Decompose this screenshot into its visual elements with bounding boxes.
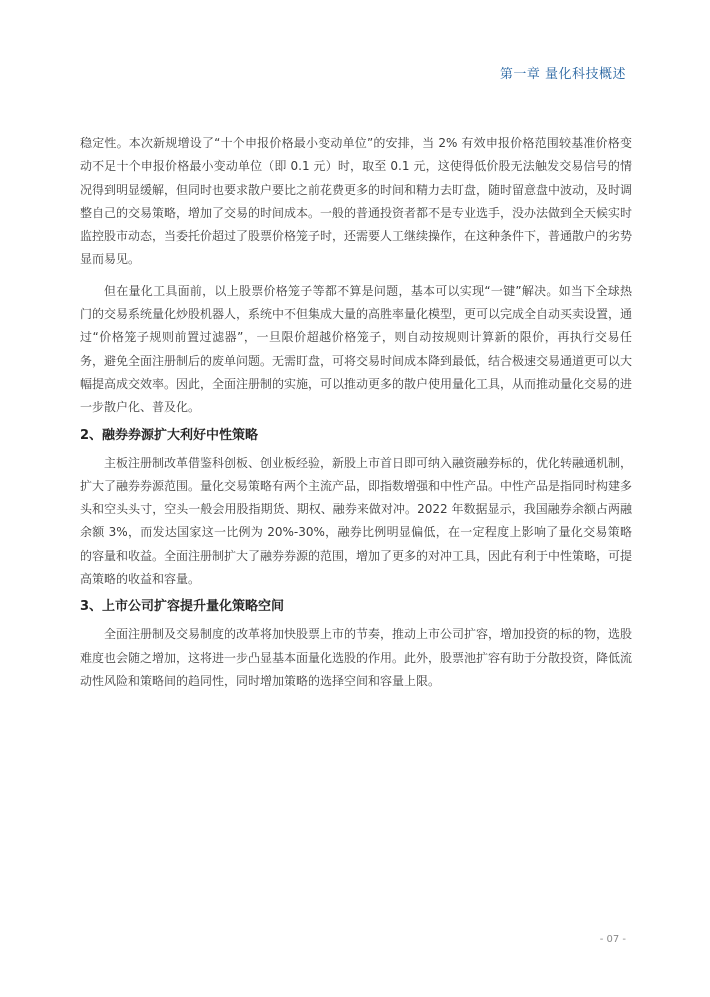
paragraph-3: 主板注册制改革借鉴科创板、创业板经验，新股上市首日即可纳入融资融券标的，优化转融通机制，扩大了融券券源范围。量化交易策略有两个主流产品，即指数增强和中性产品。中性产品是指同时构建多头和空头头寸，空头一般会用股指期货、期权、融券来做对冲。2022 年数据显示，我国融券余额占两融余额 3%，而发达国家这一比例为 20%-30%，融券比例明显偏低，在一定程度上影响了量化交易策略的容量和收益。全面注册制扩大了融券券源的范围，增加了更多的对冲工具，因此有利于中性策略，可提高策略的收益和容量。 <box>80 455 633 587</box>
paragraph-2: 但在量化工具面前，以上股票价格笼子等都不算是问题，基本可以实现“一键”解决。如当下全球热门的交易系统量化炒股机器人，系统中不但集成大量的高胜率量化模型，更可以完成全自动买卖设置，通过“价格笼子规则前置过滤器”，一旦限价超越价格笼子，则自动按规则计算新的限价，再执行交易任务，避免全面注册制后的废单问题。无需盯盘，可将交易时间成本降到最低，结合极速交易通道更可以大幅提高成交效率。因此，全面注册制的实施，可以推动更多的散户使用量化工具，从而推动量化交易的进一步散户化、普及化。 <box>80 283 633 415</box>
section-heading-3: 3、上市公司扩容提升量化策略空间 <box>80 599 285 615</box>
page-number: - 07 - <box>599 934 626 945</box>
paragraph-1: 稳定性。本次新规增设了“十个申报价格最小变动单位”的安排，当 2% 有效申报价格范围较基准价格变动不足十个申报价格最小变动单位（即 0.1 元）时，取至 0.1 元，这使得低价股无法触发交易信号的情况得到明显缓解，但同时也要求散户要比之前花费更多的时间和精力去盯盘，随时留意盘中波动，及时调整自己的交易策略，增加了交易的时间成本。一般的普通投资者都不是专业选手，没办法做到全天候实时监控股市动态，当委托价超过了股票价格笼子时，还需要人工继续操作，在这种条件下，普通散户的劣势显而易见。 <box>80 136 633 267</box>
chapter-title: 第一章 量化科技概述 <box>499 67 626 82</box>
page-content <box>80 132 632 693</box>
section-heading-2: 2、融券券源扩大利好中性策略 <box>80 427 259 443</box>
paragraph-4: 全面注册制及交易制度的改革将加快股票上市的节奏，推动上市公司扩容，增加投资的标的物，选股难度也会随之增加，这将进一步凸显基本面量化选股的作用。此外，股票池扩容有助于分散投资，降低流动性风险和策略间的趋同性，同时增加策略的选择空间和容量上限。 <box>80 627 633 688</box>
